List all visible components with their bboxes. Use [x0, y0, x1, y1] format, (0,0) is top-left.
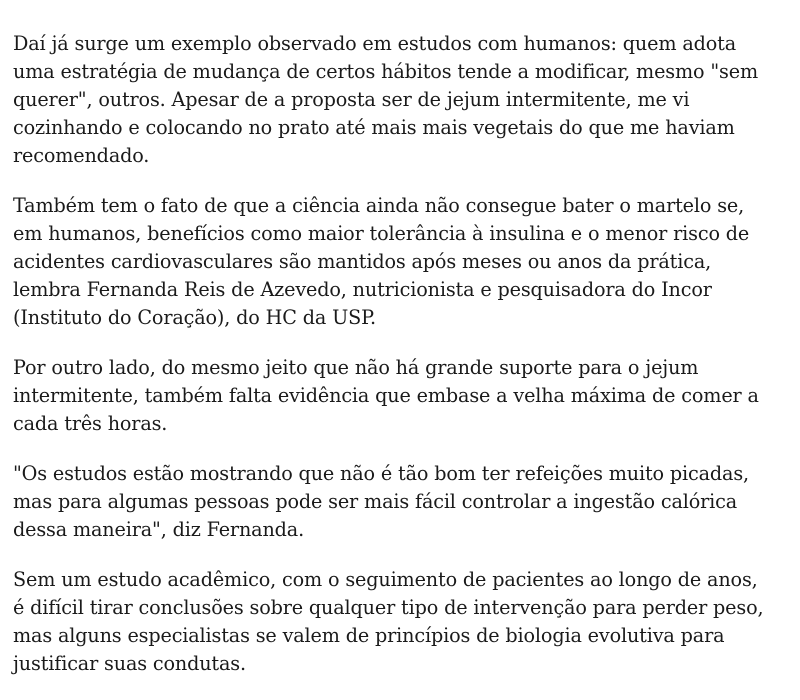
text-line: querer", outros. Apesar de a proposta ser de jejum intermitente, me vi: [13, 88, 690, 111]
paragraph-science-uncertainty: [13, 192, 793, 332]
text-line: uma estratégia de mudança de certos hábitos tende a modificar, mesmo "sem: [13, 60, 758, 83]
text-line: (Instituto do Coração), do HC da USP.: [13, 306, 376, 329]
text-line: Daí já surge um exemplo observado em estudos com humanos: quem adota: [13, 32, 737, 55]
text-line: recomendado.: [13, 144, 150, 167]
text-line: dessa maneira", diz Fernanda.: [13, 518, 305, 541]
text-line: é difícil tirar conclusões sobre qualquer tipo de intervenção para perder peso,: [13, 596, 764, 619]
text-line: Por outro lado, do mesmo jeito que não há grande suporte para o jejum: [13, 356, 699, 379]
text-line: Também tem o fato de que a ciência ainda não consegue bater o martelo se,: [13, 194, 745, 217]
text-line: mas para algumas pessoas pode ser mais fácil controlar a ingestão calórica: [13, 490, 738, 513]
text-line: justificar suas condutas.: [13, 652, 246, 675]
paragraph-three-hours: [13, 354, 793, 438]
text-line: mas alguns especialistas se valem de princípios de biologia evolutiva para: [13, 624, 725, 647]
text-line: em humanos, benefícios como maior tolerância à insulina e o menor risco de: [13, 222, 750, 245]
article-body: [13, 30, 793, 700]
text-line: Sem um estudo acadêmico, com o seguimento de pacientes ao longo de anos,: [13, 568, 758, 591]
text-line: acidentes cardiovasculares são mantidos após meses ou anos da prática,: [13, 250, 712, 273]
text-line: "Os estudos estão mostrando que não é tão bom ter refeições muito picadas,: [13, 462, 749, 485]
text-line: lembra Fernanda Reis de Azevedo, nutricionista e pesquisadora do Incor: [13, 278, 712, 301]
paragraph-quote-fernanda: [13, 460, 793, 544]
text-line: intermitente, também falta evidência que embase a velha máxima de comer a: [13, 384, 759, 407]
text-line: cozinhando e colocando no prato até mais mais vegetais do que me haviam: [13, 116, 735, 139]
paragraph-habits-example: [13, 30, 793, 170]
paragraph-evolutionary-biology: [13, 566, 793, 678]
text-line: cada três horas.: [13, 412, 168, 435]
